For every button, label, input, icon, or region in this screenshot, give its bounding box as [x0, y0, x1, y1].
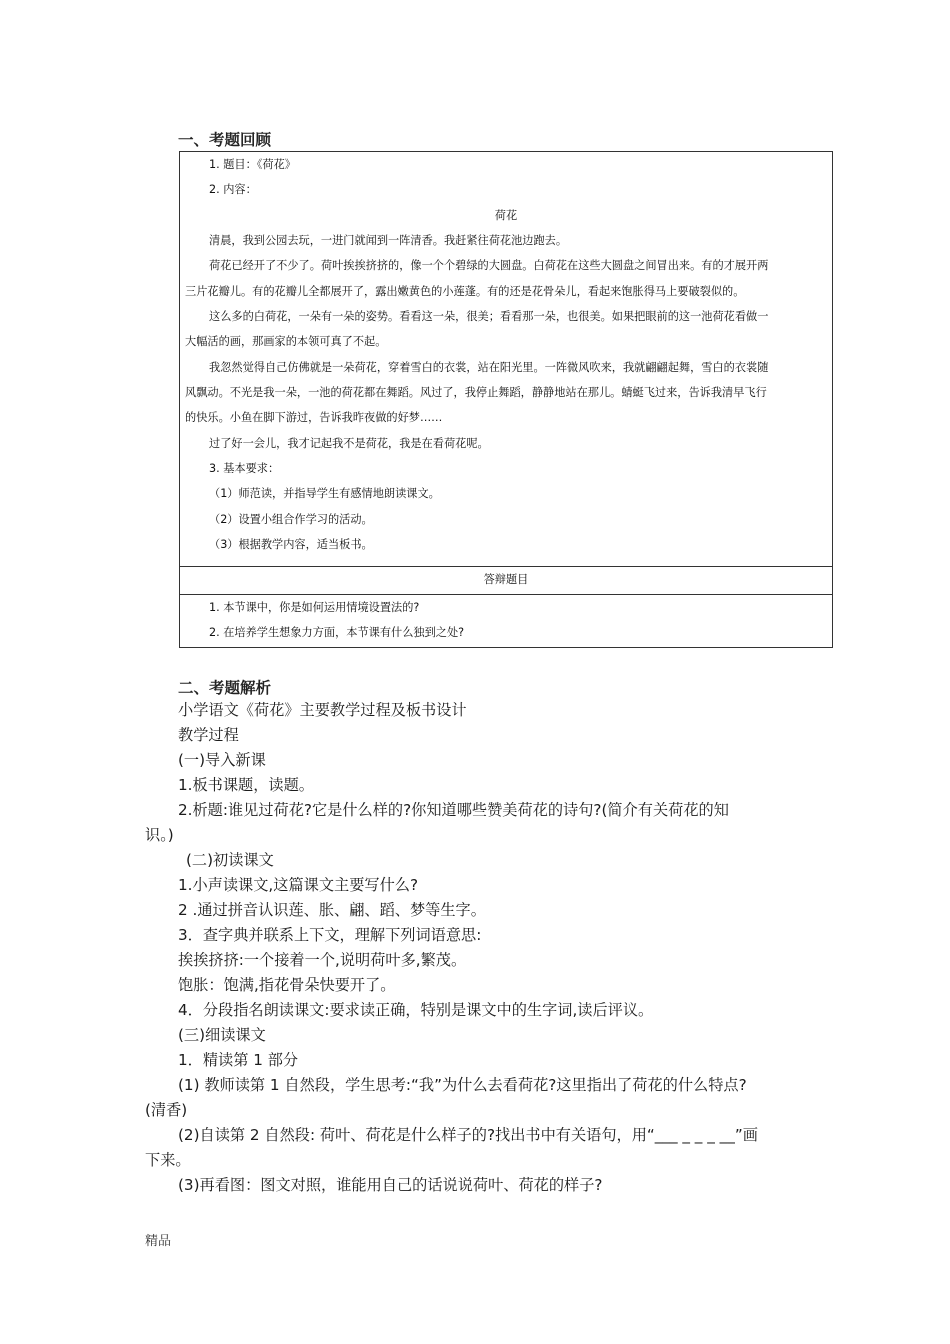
defense-question: 2. 在培养学生想象力方面，本节课有什么独到之处?	[209, 626, 465, 639]
body-line: 饱胀：饱满,指花骨朵快要开了。	[178, 976, 396, 994]
table-divider	[180, 566, 832, 567]
box-line: 清晨，我到公园去玩，一进门就闻到一阵清香。我赶紧往荷花池边跑去。	[209, 234, 568, 247]
body-line: 4．分段指名朗读课文:要求读正确，特别是课文中的生字词,读后评议。	[178, 1001, 654, 1019]
box-line: （2）设置小组合作学习的活动。	[209, 513, 373, 526]
body-line: 2 .通过拼音认识莲、胀、翩、蹈、梦等生字。	[178, 901, 486, 919]
body-line: (一)导入新课	[178, 751, 266, 769]
body-line: (二)初读课文	[186, 851, 274, 869]
body-line: 识。)	[145, 826, 174, 844]
box-line: 我忽然觉得自己仿佛就是一朵荷花，穿着雪白的衣裳，站在阳光里。一阵微风吹来，我就翩翩起舞，雪白的衣裳随	[209, 361, 769, 374]
box-line: 1. 题目：《荷花》	[209, 158, 296, 171]
box-line: 风飘动。不光是我一朵，一池的荷花都在舞蹈。风过了，我停止舞蹈，静静地站在那儿。蜻蜓飞过来，告诉我清早飞行	[185, 386, 767, 399]
box-line: （1）师范读，并指导学生有感情地朗读课文。	[209, 487, 440, 500]
body-line: (清香)	[145, 1101, 188, 1119]
section-heading-review: 一、考题回顾	[178, 131, 272, 149]
box-line: 大幅活的画，那画家的本领可真了不起。	[185, 335, 387, 348]
defense-title: 答辩题目	[483, 573, 529, 586]
passage-title: 荷花	[494, 209, 518, 222]
body-line: 1.板书课题，读题。	[178, 776, 314, 794]
box-line: 三片花瓣儿。有的花瓣儿全都展开了，露出嫩黄色的小莲蓬。有的还是花骨朵儿，看起来饱胀得马上要破裂似的。	[185, 285, 745, 298]
table-divider	[180, 594, 832, 595]
body-line: (三)细读课文	[178, 1026, 266, 1044]
body-line: 教学过程	[178, 726, 239, 744]
body-line: 3．查字典并联系上下文，理解下列词语意思:	[178, 926, 482, 944]
footer-label: 精品	[145, 1234, 172, 1249]
box-line: 这么多的白荷花，一朵有一朵的姿势。看看这一朵，很美；看看那一朵，也很美。如果把眼前的这一池荷花看做一	[209, 310, 769, 323]
box-line: 荷花已经开了不少了。荷叶挨挨挤挤的，像一个个碧绿的大圆盘。白荷花在这些大圆盘之间冒出来。有的才展开两	[209, 259, 769, 272]
body-line: 挨挨挤挤:一个接着一个,说明荷叶多,繁茂。	[178, 951, 467, 969]
body-line: (1) 教师读第 1 自然段，学生思考:“我”为什么去看荷花?这里指出了荷花的什么特点?	[178, 1076, 747, 1094]
body-line: 1．精读第 1 部分	[178, 1051, 299, 1069]
box-line: 2. 内容：	[209, 183, 257, 196]
body-line: 1.小声读课文,这篇课文主要写什么?	[178, 876, 419, 894]
defense-question: 1. 本节课中，你是如何运用情境设置法的?	[209, 601, 420, 614]
exam-question-box	[179, 151, 833, 648]
box-line: 3. 基本要求：	[209, 462, 280, 475]
body-line: (3)再看图：图文对照，谁能用自己的话说说荷叶、荷花的样子?	[178, 1176, 603, 1194]
body-line: (2)自读第 2 自然段: 荷叶、荷花是什么样子的?找出书中有关语句，用“___ _ _ _ __”画	[178, 1126, 758, 1144]
body-line: 下来。	[145, 1151, 191, 1169]
body-line: 2.析题:谁见过荷花?它是什么样的?你知道哪些赞美荷花的诗句?(简介有关荷花的知	[178, 801, 729, 819]
body-line: 小学语文《荷花》主要教学过程及板书设计	[178, 701, 467, 719]
box-line: 过了好一会儿，我才记起我不是荷花，我是在看荷花呢。	[209, 437, 489, 450]
box-line: 的快乐。小鱼在脚下游过，告诉我昨夜做的好梦……	[185, 411, 443, 424]
section-heading-analysis: 二、考题解析	[178, 679, 272, 697]
box-line: （3）根据教学内容，适当板书。	[209, 538, 373, 551]
